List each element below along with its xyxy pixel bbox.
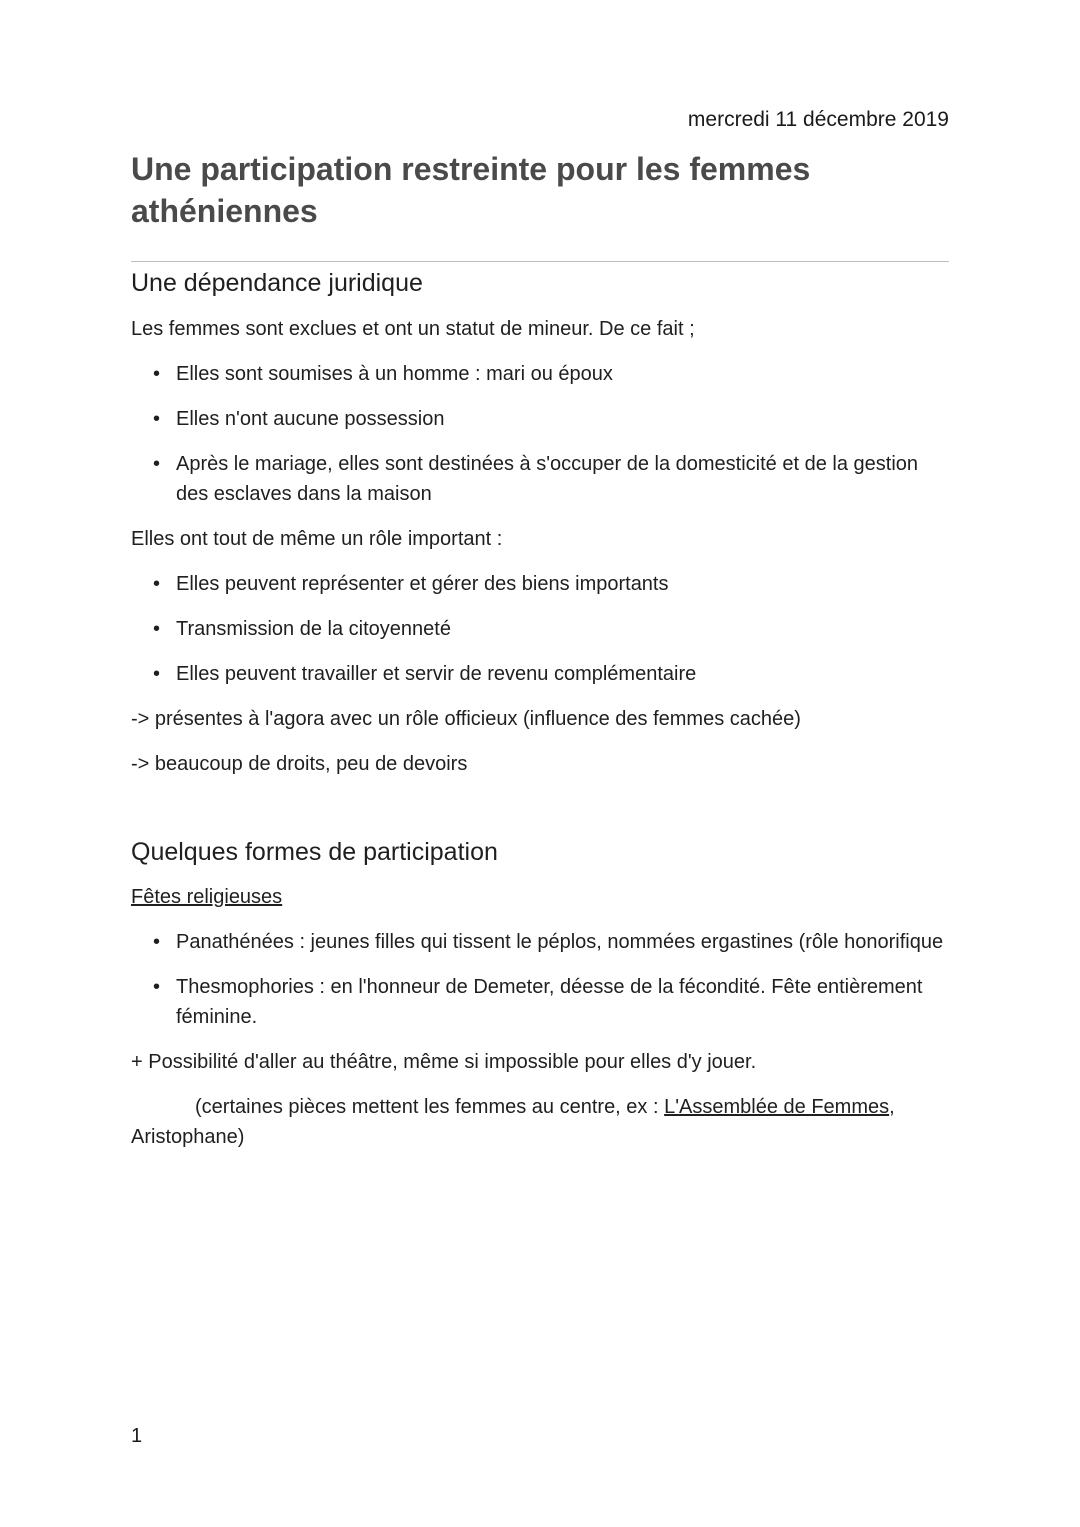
section2-bullet-list [131,927,949,1032]
section2-subheading: Fêtes religieuses [131,886,283,908]
section1-bullet-list-2 [131,569,949,689]
bullet-icon: • [153,663,161,685]
bullet-icon: • [153,453,161,475]
section-heading-participation: Quelques formes de participation [131,838,498,866]
list-item [131,972,949,1032]
list-item [131,449,949,509]
section1-bullet-list [131,359,949,509]
list-item-text: Panathénées : jeunes filles qui tissent le péplos, nommées ergastines (rôle honorifique [176,931,944,953]
list-item-text: Elles peuvent représenter et gérer des biens importants [176,573,669,595]
list-item-text: Après le mariage, elles sont destinées à s'occuper de la domesticité et de la gestion des esclaves dans la maison [176,453,919,505]
list-item [131,927,949,957]
section1-intro2: Elles ont tout de même un rôle important : [131,528,503,550]
section-heading-dependance: Une dépendance juridique [131,269,423,297]
list-item-text: Elles n'ont aucune possession [176,408,445,430]
list-item-text: Elles sont soumises à un homme : mari ou époux [176,363,613,385]
bullet-icon: • [153,408,161,430]
bullet-icon: • [153,931,161,953]
list-item [131,659,949,689]
list-item [131,359,949,389]
section2-parenthetical [131,1092,949,1152]
section1-note: -> beaucoup de droits, peu de devoirs [131,753,468,775]
bullet-icon: • [153,363,161,385]
document-body [131,264,949,1152]
bullet-icon: • [153,618,161,640]
paren-text-after: , Aristophane) [131,1096,895,1148]
document-title: Une participation restreinte pour les femmes athéniennes [131,151,811,229]
paren-text-before: (certaines pièces mettent les femmes au centre, ex : [195,1096,665,1118]
list-item-text: Transmission de la citoyenneté [176,618,451,640]
bullet-icon: • [153,976,161,998]
page-number: 1 [131,1425,143,1447]
list-item-text: Elles peuvent travailler et servir de revenu complémentaire [176,663,697,685]
bullet-icon: • [153,573,161,595]
list-item [131,614,949,644]
section1-intro: Les femmes sont exclues et ont un statut de mineur. De ce fait ; [131,318,695,340]
list-item [131,404,949,434]
work-title: L'Assemblée de Femmes [664,1096,890,1118]
section2-extra: + Possibilité d'aller au théâtre, même si impossible pour elles d'y jouer. [131,1051,757,1073]
list-item-text: Thesmophories : en l'honneur de Demeter, déesse de la fécondité. Fête entièrement féminine. [176,976,923,1028]
list-item [131,569,949,599]
title-divider [131,261,949,262]
section1-note: -> présentes à l'agora avec un rôle officieux (influence des femmes cachée) [131,708,801,730]
document-date: mercredi 11 décembre 2019 [687,108,949,131]
